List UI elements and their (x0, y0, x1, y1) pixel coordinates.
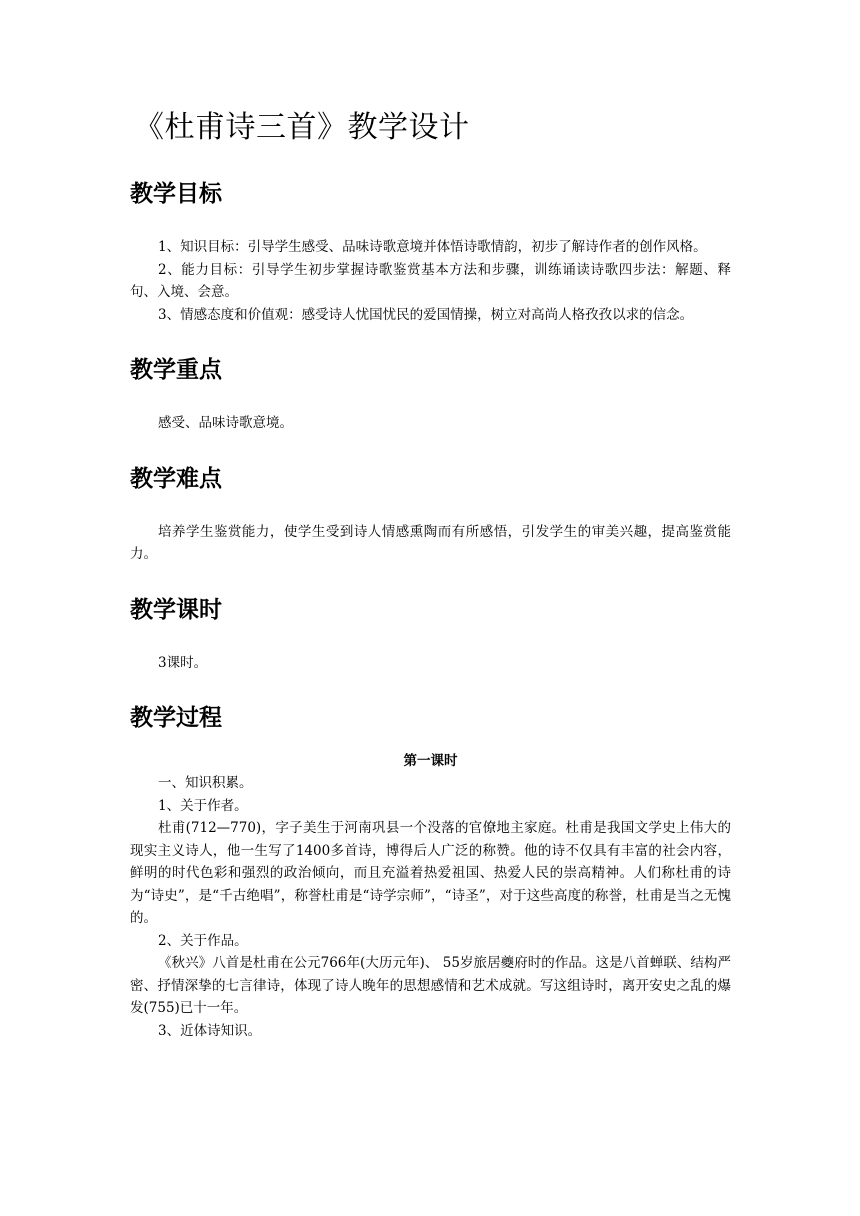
key-point-paragraph: 感受、品味诗歌意境。 (158, 415, 293, 431)
heading-teaching-goals: 教学目标 (130, 181, 222, 207)
heading-difficulties: 教学难点 (130, 465, 222, 492)
goal-paragraph-3: 3、情感态度和价值观：感受诗人忧国忧民的爱国情操，树立对高尚人格孜孜以求的信念。 (158, 306, 694, 323)
process-paragraph-3: 杜甫(712—770)，字子美生于河南巩县一个没落的官僚地主家庭。杜甫是我国文学史上伟大的现实主义诗人，他一生写了1400多首诗，博得后人广泛的称赞。他的诗不仅具有丰富的社会内容，鲜明的时代色彩和强烈的政治倾向，而且充溢着热爱祖国、热爱人民的崇高精神。人们称杜甫的诗为“诗史”，是“千古绝唱”，称誉杜甫是“诗学宗师”，“诗圣”，对于这些高度的称誉，杜甫是当之无愧的。 (130, 820, 731, 926)
difficulty-paragraph: 培养学生鉴赏能力，使学生受到诗人情感熏陶而有所感悟，引发学生的审美兴趣，提高鉴赏能力。 (130, 523, 731, 562)
goal-paragraph-2: 2、能力目标：引导学生初步掌握诗歌鉴赏基本方法和步骤，训练诵读诗歌四步法：解题、释句、入境、会意。 (130, 261, 731, 300)
goal-paragraph-1: 1、知识目标：引导学生感受、品味诗歌意境并体悟诗歌情韵，初步了解诗作者的创作风格。 (158, 239, 707, 255)
class-hours-paragraph: 3课时。 (158, 654, 208, 671)
process-paragraph-1: 一、知识积累。 (158, 775, 253, 791)
process-paragraph-4: 2、关于作品。 (158, 932, 248, 949)
process-paragraph-5: 《秋兴》八首是杜甫在公元766年(大历元年)、 55岁旅居夔府时的作品。这是八首蝉联、结构严密、抒情深挚的七言律诗，体现了诗人晚年的思想感情和艺术成就。写这组诗时，离开安史之乱的爆发(755)已十一年。 (130, 955, 731, 1016)
document-title: 《杜甫诗三首》教学设计 (134, 110, 470, 145)
process-paragraph-6: 3、近体诗知识。 (158, 1022, 262, 1039)
heading-key-points: 教学重点 (130, 357, 222, 383)
heading-teaching-process: 教学过程 (130, 705, 222, 731)
heading-class-hours: 教学课时 (130, 596, 222, 623)
lesson-one-title: 第一课时 (403, 753, 458, 769)
document-page (130, 100, 731, 1042)
process-paragraph-2: 1、关于作者。 (158, 797, 248, 814)
